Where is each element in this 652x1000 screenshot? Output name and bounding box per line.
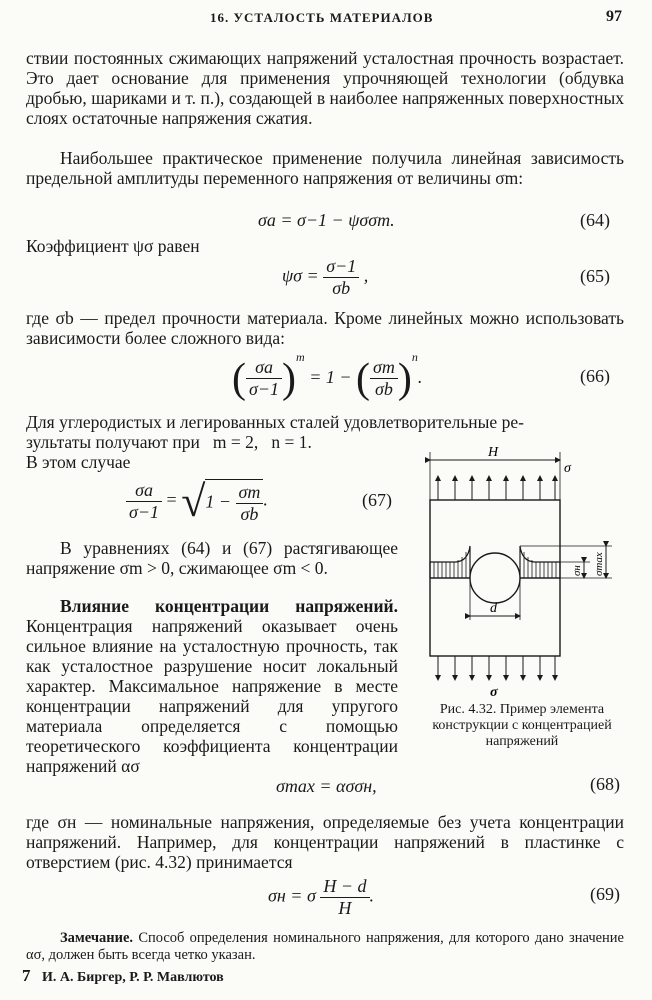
equation-66-number: (66) — [580, 366, 610, 386]
footer-authors: И. А. Биргер, Р. Р. Мавлютов — [42, 970, 224, 985]
paragraph-5-text: где σн — номинальные напряжения, определяемые без учета концентрации напряжений. Например, для концентрации напряжений в пластинке с отверстием (рис. 4.32) принимается — [26, 812, 624, 872]
column-paragraph-2 — [26, 596, 398, 776]
figure-4-32 — [412, 442, 638, 698]
bottom-stress-arrows — [438, 656, 555, 680]
equation-69-num: H − d — [320, 876, 369, 898]
label-d: d — [490, 601, 497, 616]
this-case-line: В этом случае — [26, 452, 131, 472]
equation-65-number: (65) — [580, 266, 610, 286]
equation-67-inner-den: σb — [240, 503, 259, 524]
top-stress-arrows — [438, 476, 555, 500]
page-number: 97 — [606, 8, 622, 25]
footer — [22, 966, 224, 986]
equation-65-fraction — [323, 256, 359, 299]
equation-65 — [282, 256, 368, 299]
label-sigma-max: σmax — [593, 552, 605, 576]
hole — [470, 553, 520, 603]
paragraph-3-text: где σb — предел прочности материала. Кроме линейных можно использовать зависимости более сложного вида: — [26, 308, 624, 348]
label-sigma-bottom: σ — [490, 685, 498, 698]
equation-68-number: (68) — [590, 774, 620, 794]
column-paragraph-1 — [26, 538, 398, 578]
equation-66-num-1: σa — [246, 357, 282, 379]
equation-64: σa = σ−1 − ψσσm. — [258, 210, 395, 230]
equation-68: σmax = ασσн, — [276, 776, 377, 796]
equation-67-number: (67) — [362, 490, 392, 510]
paragraph-3 — [26, 308, 624, 348]
signature-mark: 7 — [22, 966, 31, 985]
equation-66-den-2: σb — [375, 379, 393, 400]
figure-caption: Рис. 4.32. Пример элемента конструкции с концентрацией напряжений — [432, 702, 612, 749]
label-sigma-n: σн — [571, 565, 583, 576]
equation-66-exp-2: n — [411, 350, 418, 364]
left-paren-2: ( — [356, 355, 370, 402]
remark — [26, 930, 624, 964]
equation-67-radicand-text: 1 − — [205, 491, 231, 512]
equation-65-numerator: σ−1 — [323, 256, 359, 278]
right-paren-1: ) — [282, 355, 297, 402]
left-paren-1: ( — [232, 355, 246, 402]
equation-66-mid: = 1 − — [309, 367, 352, 387]
equation-67-equals: = — [166, 489, 177, 510]
radical-sign: √ — [181, 477, 206, 526]
equation-67-den: σ−1 — [129, 502, 160, 522]
column-paragraph-2-text: Концентрация напряжений оказывает очень сильное влияние на усталостную прочность, так как усталостное разрушение носит локальный характер. Максимальное напряжение в месте концентрации напряжений для упругого материала определяется с помощью теоретического коэффициента концентрации напряжений ασ — [26, 616, 398, 776]
equation-65-denominator: σb — [332, 278, 351, 298]
equation-69-fraction — [320, 876, 369, 919]
equation-65-tail: , — [363, 265, 369, 286]
stress-hatch-right — [524, 552, 556, 578]
equation-67-num: σa — [126, 480, 162, 502]
equation-67-tail: . — [263, 489, 268, 510]
equation-66-den-1: σ−1 — [249, 379, 280, 400]
remark-label: Замечание. — [60, 930, 134, 946]
equation-66-num-2: σm — [370, 357, 398, 379]
paragraph-1 — [26, 48, 624, 128]
paragraph-2 — [26, 148, 624, 188]
equation-66-fraction-1 — [246, 357, 282, 400]
equation-69-tail: . — [369, 885, 374, 906]
equation-66-tail: . — [417, 367, 423, 387]
paragraph-4-line-1: Для углеродистых и легированных сталей удовлетворительные ре- — [26, 412, 524, 432]
section-heading: Влияние концентрации напряжений. — [60, 596, 398, 616]
paragraph-1-text: ствии постоянных сжимающих напряжений усталостная прочность возрастает. Это дает основание для применения упрочняющей технологии (обдувка дробью, шариками и т. п.), создающей в наиболее напряженных поверхностных слоях остаточные напряжения сжатия. — [26, 48, 624, 128]
equation-66-exp-1: m — [296, 350, 305, 364]
equation-67-fraction — [126, 480, 162, 523]
paragraph-2-text: Наибольшее практическое применение получила линейная зависимость предельной амплитуды переменного напряжения от величины σm: — [26, 148, 624, 188]
equation-64-number: (64) — [580, 210, 610, 230]
stress-hatch-left — [434, 552, 466, 578]
running-title: 16. УСТАЛОСТЬ МАТЕРИАЛОВ — [210, 10, 434, 25]
equation-69-number: (69) — [590, 884, 620, 904]
right-paren-2: ) — [397, 355, 412, 402]
label-H: H — [488, 445, 499, 460]
equation-66 — [232, 350, 422, 400]
column-paragraph-1-text: В уравнениях (64) и (67) растягивающее напряжение σm > 0, сжимающее σm < 0. — [26, 538, 398, 578]
paragraph-4-line-2: зультаты получают при m = 2, n = 1. — [26, 432, 312, 452]
radicand — [205, 479, 263, 525]
running-header — [0, 8, 652, 30]
equation-67-inner-num: σm — [236, 482, 264, 504]
equation-67-inner-fraction — [236, 482, 264, 525]
equation-69-den: H — [338, 898, 352, 918]
equation-66-fraction-2 — [370, 357, 398, 400]
equation-69 — [268, 876, 374, 919]
remark-text: Способ определения номинального напряжения, для которого дано значение ασ, должен быть всегда четко указан. — [26, 930, 624, 963]
paragraph-5 — [26, 812, 624, 872]
coefficient-line: Коэффициент ψσ равен — [26, 236, 200, 256]
equation-67 — [126, 476, 268, 527]
label-sigma-top: σ — [564, 461, 571, 476]
equation-65-lhs: ψσ = — [282, 265, 319, 286]
equation-69-lhs: σн = σ — [268, 885, 316, 906]
